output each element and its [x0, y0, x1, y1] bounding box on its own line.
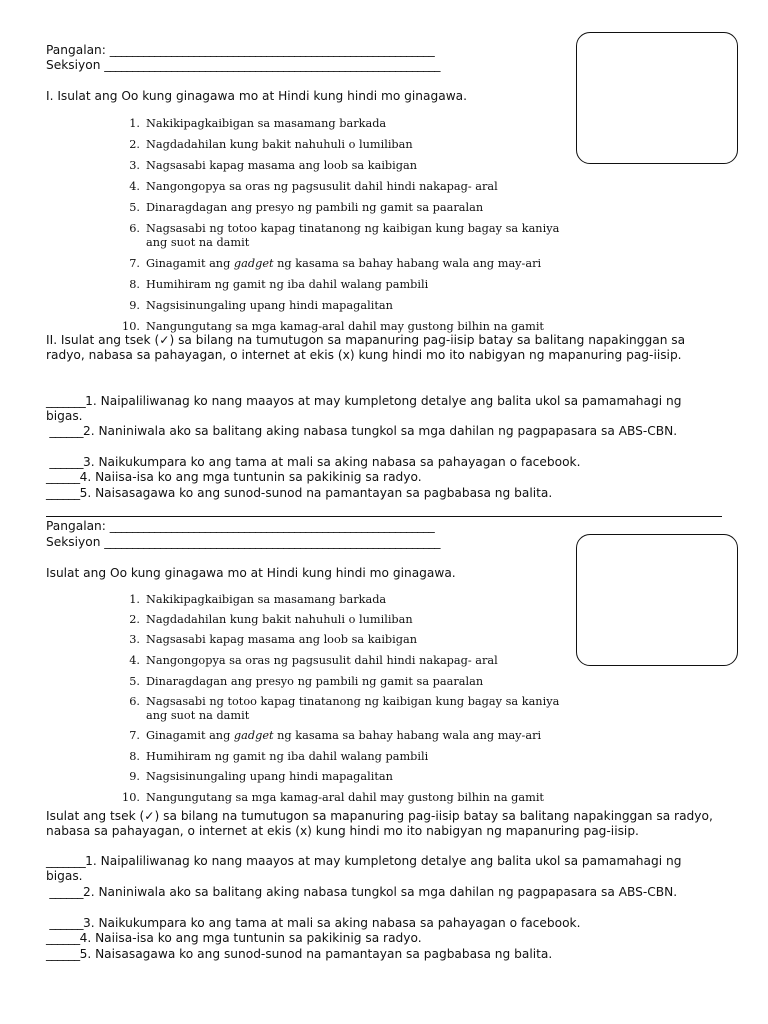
list-item: 3. Nagsasabi kapag masama ang loob sa kaibigan	[129, 159, 418, 172]
list-item: 4. Nangongopya sa oras ng pagsusulit dahil hindi nakapag- aral	[129, 180, 498, 193]
name-line	[46, 43, 434, 58]
answer-blank[interactable]: ______	[46, 455, 83, 469]
section-line	[46, 535, 440, 550]
section-line	[46, 58, 440, 73]
cut-line-divider	[46, 516, 722, 517]
list-item: 5. Dinaragdagan ang presyo ng pambili ng gamit sa paaralan	[129, 675, 484, 688]
statement: ______2. Naniniwala ako sa balitang aking nabasa tungkol sa mga dahilan ng pagpapasara sa ABS-CBN.	[46, 885, 678, 899]
list-item: 6. Nagsasabi ng totoo kapag tinatanong ng kaibigan kung bagay sa kaniya ang suot na damit	[129, 222, 560, 249]
list-item: 2. Nagdadahilan kung bakit nahuhuli o lumiliban	[129, 613, 413, 626]
section-blank[interactable]: ____________________________________________________________	[104, 535, 440, 549]
answer-blank[interactable]: ______	[46, 424, 83, 438]
statement: _______1. Naipaliliwanag ko nang maayos at may kumpletong detalye ang balita ukol sa pamamahagi ng bigas.	[46, 854, 682, 883]
part2-instruction: II. Isulat ang tsek (✓) sa bilang na tumutugon sa mapanuring pag-iisip batay sa balitang napakinggan sa radyo, nabasa sa pahayagan, o internet at ekis (x) kung hindi mo ito nabigyan ng mapanuring pag-iisip.	[46, 333, 686, 362]
statement: ______2. Naniniwala ako sa balitang aking nabasa tungkol sa mga dahilan ng pagpapasara sa ABS-CBN.	[46, 424, 678, 438]
list-item: 3. Nagsasabi kapag masama ang loob sa kaibigan	[129, 633, 418, 646]
statement: ______5. Naisasagawa ko ang sunod-sunod na pamantayan sa pagbabasa ng balita.	[46, 947, 553, 961]
statement: ______4. Naiisa-isa ko ang mga tuntunin sa pakikinig sa radyo.	[46, 470, 422, 484]
answer-blank[interactable]: ______	[46, 486, 80, 500]
list-item: 1. Nakikipagkaibigan sa masamang barkada	[129, 117, 387, 130]
answer-blank[interactable]: _______	[46, 394, 86, 408]
list-item: 1. Nakikipagkaibigan sa masamang barkada	[129, 593, 387, 606]
list-item: 10. Nangungutang sa mga kamag-aral dahil may gustong bilhin na gamit	[122, 791, 544, 804]
answer-blank[interactable]: ______	[46, 885, 83, 899]
name-line	[46, 519, 434, 534]
list-item: 7. Ginagamit ang gadget ng kasama sa bahay habang wala ang may-ari	[129, 257, 542, 270]
list-item: 6. Nagsasabi ng totoo kapag tinatanong ng kaibigan kung bagay sa kaniya ang suot na damit	[129, 695, 560, 722]
list-item: 5. Dinaragdagan ang presyo ng pambili ng gamit sa paaralan	[129, 201, 484, 214]
section-blank[interactable]: ____________________________________________________________	[104, 58, 440, 72]
statement: _______1. Naipaliliwanag ko nang maayos at may kumpletong detalye ang balita ukol sa pamamahagi ng bigas.	[46, 394, 682, 423]
list-item: 4. Nangongopya sa oras ng pagsusulit dahil hindi nakapag- aral	[129, 654, 498, 667]
score-box	[576, 32, 738, 164]
list-item: 2. Nagdadahilan kung bakit nahuhuli o lumiliban	[129, 138, 413, 151]
list-item: 9. Nagsisinungaling upang hindi mapagalitan	[129, 299, 393, 312]
part1-instruction: I. Isulat ang Oo kung ginagawa mo at Hindi kung hindi mo ginagawa.	[46, 89, 468, 103]
list-item: 7. Ginagamit ang gadget ng kasama sa bahay habang wala ang may-ari	[129, 729, 542, 742]
statement: ______3. Naikukumpara ko ang tama at mali sa aking nabasa sa pahayagan o facebook.	[46, 455, 581, 469]
answer-blank[interactable]: ______	[46, 931, 80, 945]
part1-instruction: Isulat ang Oo kung ginagawa mo at Hindi kung hindi mo ginagawa.	[46, 566, 456, 580]
list-item: 8. Humihiram ng gamit ng iba dahil walang pambili	[129, 278, 429, 291]
name-label: Pangalan:	[46, 43, 110, 57]
name-blank[interactable]: __________________________________________________________	[109, 519, 435, 533]
statement: ______5. Naisasagawa ko ang sunod-sunod na pamantayan sa pagbabasa ng balita.	[46, 486, 553, 500]
part2-instruction: Isulat ang tsek (✓) sa bilang na tumutugon sa mapanuring pag-iisip batay sa balitang napakinggan sa radyo, nabasa sa pahayagan, o internet at ekis (x) kung hindi mo ito nabigyan ng mapanuring pag-iisip.	[46, 809, 713, 838]
list-item: 9. Nagsisinungaling upang hindi mapagalitan	[129, 770, 393, 783]
name-label: Pangalan:	[46, 519, 110, 533]
name-blank[interactable]: __________________________________________________________	[109, 43, 435, 57]
list-item: 8. Humihiram ng gamit ng iba dahil walang pambili	[129, 750, 429, 763]
answer-blank[interactable]: ______	[46, 916, 83, 930]
score-box	[576, 534, 738, 666]
list-item: 10. Nangungutang sa mga kamag-aral dahil may gustong bilhin na gamit	[122, 320, 544, 333]
statement: ______4. Naiisa-isa ko ang mga tuntunin sa pakikinig sa radyo.	[46, 931, 422, 945]
section-label: Seksiyon	[46, 535, 105, 549]
section-label: Seksiyon	[46, 58, 105, 72]
answer-blank[interactable]: ______	[46, 947, 80, 961]
answer-blank[interactable]: _______	[46, 854, 86, 868]
statement: ______3. Naikukumpara ko ang tama at mali sa aking nabasa sa pahayagan o facebook.	[46, 916, 581, 930]
answer-blank[interactable]: ______	[46, 470, 80, 484]
